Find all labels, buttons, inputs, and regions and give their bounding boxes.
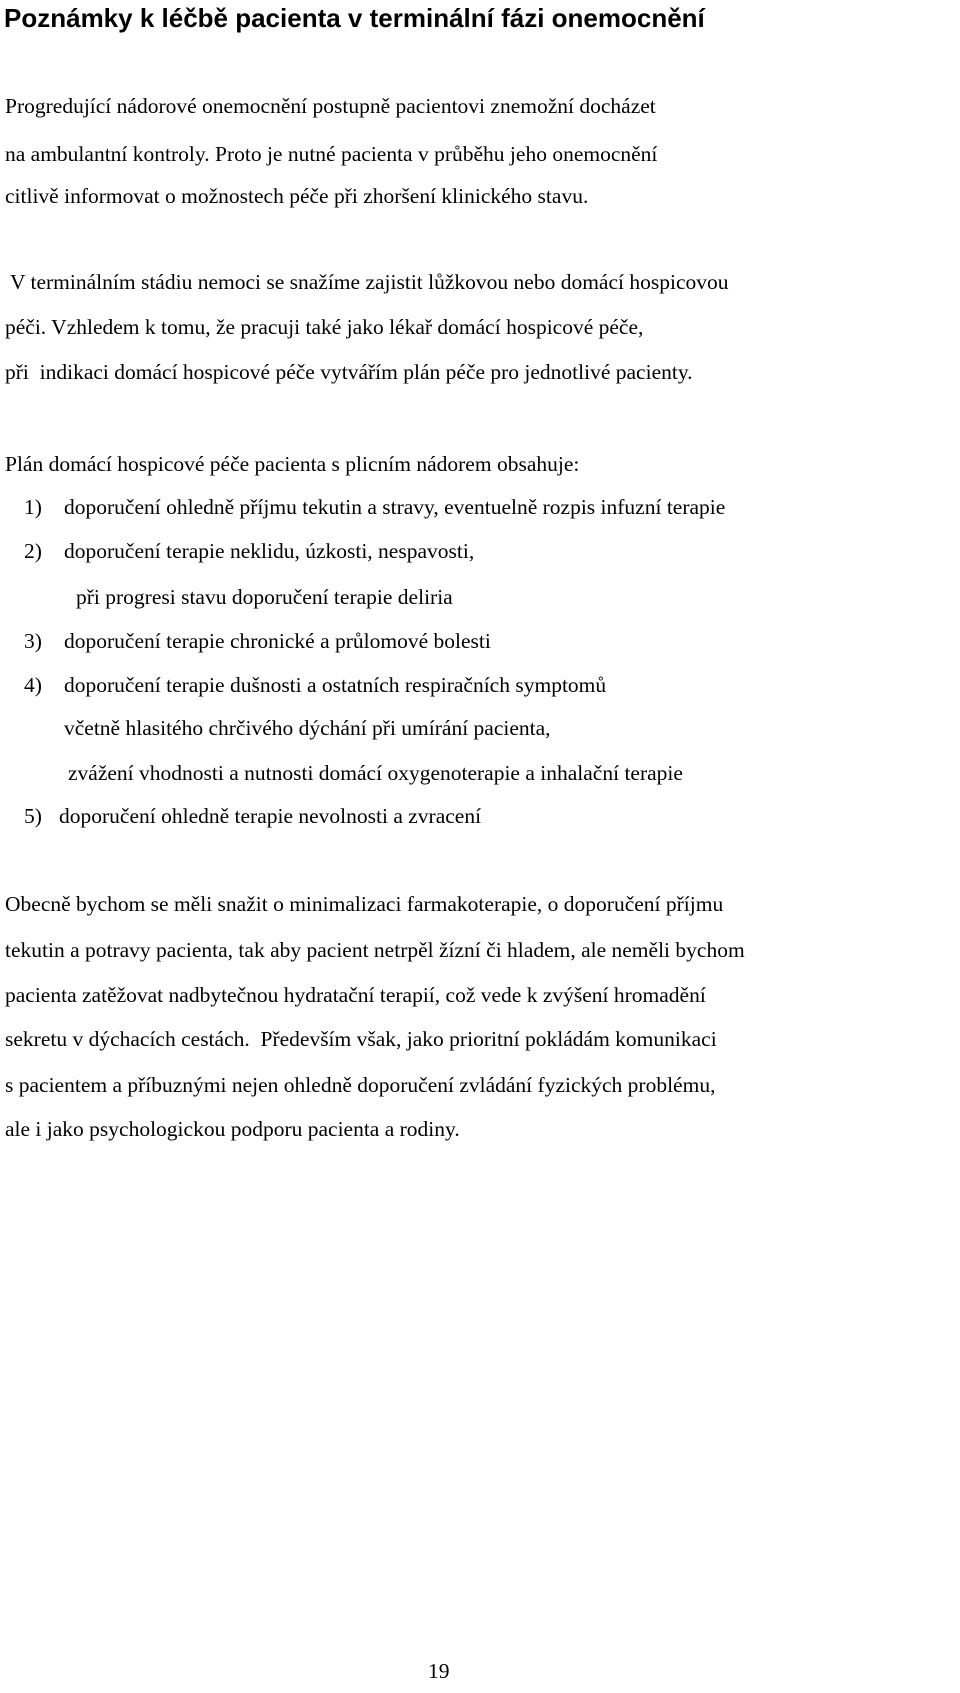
paragraph-3-line: pacienta zatěžovat nadbytečnou hydratační terapií, což vede k zvýšení hromadění bbox=[5, 983, 706, 1007]
plan-item-number: 2) bbox=[24, 539, 42, 563]
paragraph-3-line: s pacientem a příbuznými nejen ohledně doporučení zvládání fyzických problému, bbox=[5, 1073, 716, 1097]
plan-item-text: doporučení terapie chronické a průlomové bolesti bbox=[64, 629, 491, 653]
paragraph-3-line: tekutin a potravy pacienta, tak aby pacient netrpěl žízní či hladem, ale neměli bychom bbox=[5, 938, 745, 962]
paragraph-1-line: Progredující nádorové onemocnění postupně pacientovi znemožní docházet bbox=[5, 94, 656, 118]
plan-item-2-continuation: při progresi stavu doporučení terapie deliria bbox=[76, 585, 453, 609]
paragraph-3-line: ale i jako psychologickou podporu pacienta a rodiny. bbox=[5, 1117, 460, 1141]
plan-item-text: doporučení ohledně příjmu tekutin a stravy, eventuelně rozpis infuzní terapie bbox=[64, 495, 726, 519]
paragraph-2-line: péči. Vzhledem k tomu, že pracuji také jako lékař domácí hospicové péče, bbox=[5, 315, 644, 339]
paragraph-2-line: V terminálním stádiu nemoci se snažíme zajistit lůžkovou nebo domácí hospicovou bbox=[5, 270, 729, 294]
plan-item-text: doporučení terapie dušnosti a ostatních respiračních symptomů bbox=[64, 673, 607, 697]
plan-item-number: 3) bbox=[24, 629, 42, 653]
plan-item-3 bbox=[24, 626, 491, 656]
paragraph-3-line: Obecně bychom se měli snažit o minimalizaci farmakoterapie, o doporučení příjmu bbox=[5, 892, 724, 916]
plan-item-4-continuation: včetně hlasitého chrčivého dýchání při umírání pacienta, bbox=[64, 716, 551, 740]
plan-item-5 bbox=[24, 801, 481, 831]
plan-intro: Plán domácí hospicové péče pacienta s plicním nádorem obsahuje: bbox=[5, 452, 580, 476]
plan-item-number: 1) bbox=[24, 495, 42, 519]
plan-item-number: 4) bbox=[24, 673, 42, 697]
paragraph-3-line: sekretu v dýchacích cestách. Především však, jako prioritní pokládám komunikaci bbox=[5, 1027, 717, 1051]
plan-item-4 bbox=[24, 670, 606, 700]
plan-item-number: 5) bbox=[24, 804, 42, 828]
paragraph-2-line: při indikaci domácí hospicové péče vytvářím plán péče pro jednotlivé pacienty. bbox=[5, 360, 693, 384]
plan-item-1 bbox=[24, 492, 725, 522]
plan-item-2 bbox=[24, 536, 474, 566]
plan-item-text: doporučení terapie neklidu, úzkosti, nespavosti, bbox=[64, 539, 475, 563]
page-number: 19 bbox=[428, 1659, 450, 1683]
plan-item-text: doporučení ohledně terapie nevolnosti a zvracení bbox=[59, 804, 482, 828]
paragraph-1-line: na ambulantní kontroly. Proto je nutné pacienta v průběhu jeho onemocnění bbox=[5, 142, 658, 166]
page-title: Poznámky k léčbě pacienta v terminální fázi onemocnění bbox=[4, 3, 705, 33]
paragraph-1-line: citlivě informovat o možnostech péče při zhoršení klinického stavu. bbox=[5, 184, 589, 208]
plan-item-4-continuation: zvážení vhodnosti a nutnosti domácí oxygenoterapie a inhalační terapie bbox=[68, 761, 683, 785]
